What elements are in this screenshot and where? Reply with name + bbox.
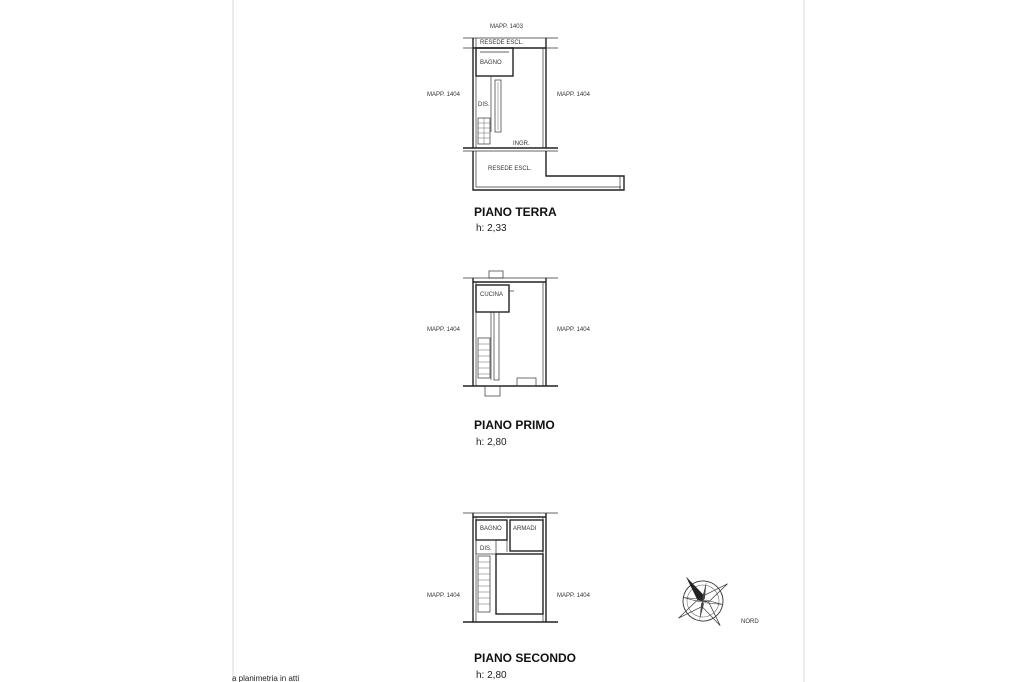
compass-label: NORD: [741, 619, 759, 625]
plan-piano-secondo: [427, 513, 591, 681]
resede-top-label: RESEDE ESCL.: [480, 40, 524, 46]
stair-symbol: [478, 338, 490, 378]
bagno-label: BAGNO: [480, 526, 502, 532]
mapp-left-label: MAPP. 1404: [427, 327, 460, 333]
mapp-right-label: MAPP. 1404: [557, 593, 590, 599]
plan-piano-primo: [427, 271, 591, 448]
floor-title: PIANO PRIMO: [474, 418, 555, 432]
north-compass-icon: [661, 559, 745, 643]
floor-title: PIANO SECONDO: [474, 651, 577, 665]
cucina-label: CUCINA: [480, 292, 504, 298]
mapp-right-label: MAPP. 1404: [557, 92, 590, 98]
footer-note: a planimetria in atti: [232, 674, 300, 682]
mapp-left-label: MAPP. 1404: [427, 92, 460, 98]
stair-symbol: [478, 556, 490, 612]
resede-bottom-label: RESEDE ESCL.: [488, 166, 532, 172]
floor-height: h: 2,80: [476, 437, 507, 448]
dis-label: DIS.: [478, 102, 490, 108]
mapp-left-label: MAPP. 1404: [427, 593, 460, 599]
mapp-right-label: MAPP. 1404: [557, 327, 590, 333]
stair-symbol: [478, 118, 490, 144]
plan-piano-terra: [427, 24, 624, 234]
mapp-top-label: MAPP. 1403: [490, 24, 523, 30]
floor-height: h: 2,33: [476, 223, 507, 234]
floor-title: PIANO TERRA: [474, 205, 557, 219]
bagno-label: BAGNO: [480, 60, 502, 66]
armadi-label: ARMADI: [513, 526, 537, 532]
ingr-label: INGR.: [513, 141, 530, 147]
dis-label: DIS.: [480, 546, 492, 552]
floor-height: h: 2,80: [476, 670, 507, 681]
